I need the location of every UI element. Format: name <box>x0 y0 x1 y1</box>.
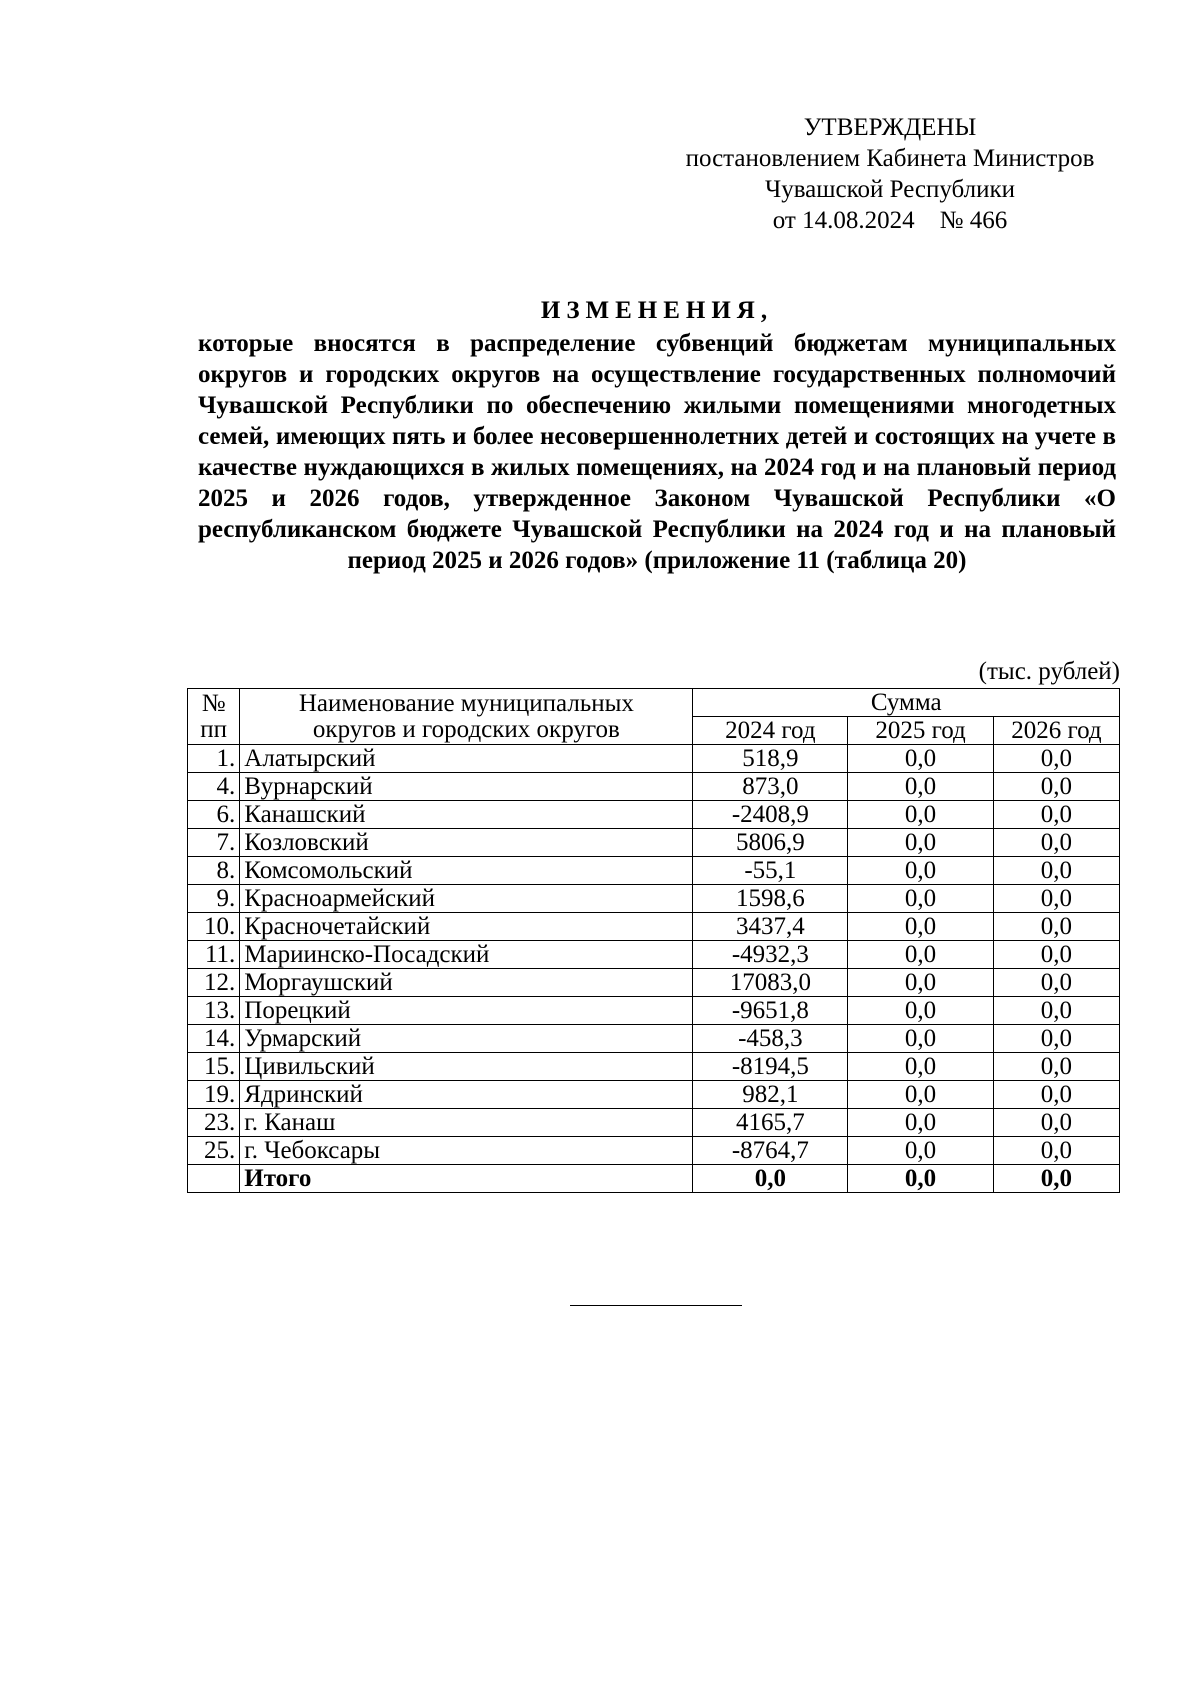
value-2026: 0,0 <box>993 1165 1119 1193</box>
value-2026: 0,0 <box>993 913 1119 941</box>
value-2025: 0,0 <box>848 801 994 829</box>
value-2026: 0,0 <box>993 829 1119 857</box>
approval-date-number: от 14.08.2024 № 466 <box>772 207 1008 234</box>
value-2026: 0,0 <box>993 1025 1119 1053</box>
value-2026: 0,0 <box>993 857 1119 885</box>
table-row <box>188 1025 1120 1053</box>
value-2026: 0,0 <box>993 969 1119 997</box>
subventions-table <box>187 688 1120 1193</box>
document-title: ИЗМЕНЕНИЯ, <box>540 297 774 324</box>
header-row-1 <box>188 689 1120 717</box>
value-2024: 5806,9 <box>693 829 848 857</box>
row-number: 12. <box>188 969 240 997</box>
table-row <box>188 997 1120 1025</box>
value-2025: 0,0 <box>848 745 994 773</box>
municipality-name: Урмарский <box>240 1025 693 1053</box>
row-number: 10. <box>188 913 240 941</box>
value-2024: 17083,0 <box>693 969 848 997</box>
value-2025: 0,0 <box>848 829 994 857</box>
row-number: 14. <box>188 1025 240 1053</box>
municipality-name: Красноармейский <box>240 885 693 913</box>
value-2026: 0,0 <box>993 885 1119 913</box>
value-2024: 0,0 <box>693 1165 848 1193</box>
value-2026: 0,0 <box>993 1109 1119 1137</box>
value-2025: 0,0 <box>848 1081 994 1109</box>
value-2024: -4932,3 <box>693 941 848 969</box>
table-row <box>188 969 1120 997</box>
value-2025: 0,0 <box>848 773 994 801</box>
approval-issuer: постановлением Кабинета Министров <box>685 145 1095 172</box>
table-row <box>188 773 1120 801</box>
table-row <box>188 1137 1120 1165</box>
value-2026: 0,0 <box>993 1081 1119 1109</box>
municipality-name: г. Канаш <box>240 1109 693 1137</box>
value-2026: 0,0 <box>993 773 1119 801</box>
row-number <box>188 1165 240 1193</box>
municipality-name: Комсомольский <box>240 857 693 885</box>
value-2024: 982,1 <box>693 1081 848 1109</box>
row-number: 19. <box>188 1081 240 1109</box>
table-row <box>188 745 1120 773</box>
table-row <box>188 857 1120 885</box>
value-2024: -9651,8 <box>693 997 848 1025</box>
table-row <box>188 941 1120 969</box>
header-name-line1: Наименование муниципальных <box>298 689 634 717</box>
municipality-name: Алатырский <box>240 745 693 773</box>
approval-republic: Чувашской Республики <box>764 176 1016 203</box>
table-row <box>188 1081 1120 1109</box>
value-2024: 4165,7 <box>693 1109 848 1137</box>
approval-heading: УТВЕРЖДЕНЫ <box>803 114 977 141</box>
row-number: 4. <box>188 773 240 801</box>
header-2024: 2024 год <box>693 717 848 745</box>
row-number: 15. <box>188 1053 240 1081</box>
value-2025: 0,0 <box>848 1109 994 1137</box>
value-2025: 0,0 <box>848 1053 994 1081</box>
row-number: 23. <box>188 1109 240 1137</box>
table-row <box>188 1109 1120 1137</box>
municipality-name: г. Чебоксары <box>240 1137 693 1165</box>
header-number-line1: № <box>201 689 226 717</box>
value-2026: 0,0 <box>993 941 1119 969</box>
value-2024: 3437,4 <box>693 913 848 941</box>
approval-block <box>660 112 1120 236</box>
municipality-name: Красночетайский <box>240 913 693 941</box>
municipality-name: Канашский <box>240 801 693 829</box>
value-2024: -55,1 <box>693 857 848 885</box>
table-row <box>188 801 1120 829</box>
municipality-name: Порецкий <box>240 997 693 1025</box>
header-number-line2: пп <box>200 715 228 743</box>
municipality-name: Цивильский <box>240 1053 693 1081</box>
row-number: 7. <box>188 829 240 857</box>
header-2025: 2025 год <box>848 717 994 745</box>
header-sum: Сумма <box>693 689 1120 717</box>
value-2025: 0,0 <box>848 997 994 1025</box>
units-note: (тыс. рублей) <box>978 658 1120 685</box>
value-2025: 0,0 <box>848 969 994 997</box>
value-2025: 0,0 <box>848 913 994 941</box>
value-2026: 0,0 <box>993 745 1119 773</box>
row-number: 25. <box>188 1137 240 1165</box>
value-2025: 0,0 <box>848 1165 994 1193</box>
municipality-name: Моргаушский <box>240 969 693 997</box>
municipality-name: Итого <box>240 1165 693 1193</box>
value-2025: 0,0 <box>848 885 994 913</box>
row-number: 1. <box>188 745 240 773</box>
table-row <box>188 885 1120 913</box>
table-row <box>188 1053 1120 1081</box>
header-name <box>240 689 693 745</box>
header-2026: 2026 год <box>993 717 1119 745</box>
table-row <box>188 913 1120 941</box>
row-number: 11. <box>188 941 240 969</box>
value-2024: 873,0 <box>693 773 848 801</box>
value-2026: 0,0 <box>993 997 1119 1025</box>
header-number <box>188 689 240 745</box>
value-2026: 0,0 <box>993 801 1119 829</box>
value-2024: -8764,7 <box>693 1137 848 1165</box>
value-2024: -458,3 <box>693 1025 848 1053</box>
total-row <box>188 1165 1120 1193</box>
municipality-name: Ядринский <box>240 1081 693 1109</box>
row-number: 13. <box>188 997 240 1025</box>
row-number: 9. <box>188 885 240 913</box>
value-2025: 0,0 <box>848 1137 994 1165</box>
value-2025: 0,0 <box>848 941 994 969</box>
table-row <box>188 829 1120 857</box>
document-subtitle: которые вносятся в распределение субвенций бюджетам муниципальных округов и городских округов на осуществление государственных полномочий Чувашской Республики по обеспечению жилыми помещениями многодетных семей, имеющих пять и более несовершеннолетних детей и состоящих на учете в качестве нуждающихся в жилых помещениях, на 2024 год и на плановый период 2025 и 2026 годов, утвержденное Законом Чувашской Республики «О республиканском бюджете Чувашской Республики на 2024 год и на плановый период 2025 и 2026 годов» (приложение 11 (таблица 20) <box>198 330 1116 574</box>
value-2026: 0,0 <box>993 1053 1119 1081</box>
value-2024: -8194,5 <box>693 1053 848 1081</box>
value-2025: 0,0 <box>848 1025 994 1053</box>
municipality-name: Мариинско-Посадский <box>240 941 693 969</box>
table-body <box>188 745 1120 1193</box>
value-2024: 518,9 <box>693 745 848 773</box>
municipality-name: Козловский <box>240 829 693 857</box>
header-name-line2: округов и городских округов <box>312 715 620 743</box>
value-2025: 0,0 <box>848 857 994 885</box>
value-2024: -2408,9 <box>693 801 848 829</box>
value-2024: 1598,6 <box>693 885 848 913</box>
value-2026: 0,0 <box>993 1137 1119 1165</box>
row-number: 6. <box>188 801 240 829</box>
row-number: 8. <box>188 857 240 885</box>
end-divider <box>570 1305 742 1306</box>
municipality-name: Вурнарский <box>240 773 693 801</box>
